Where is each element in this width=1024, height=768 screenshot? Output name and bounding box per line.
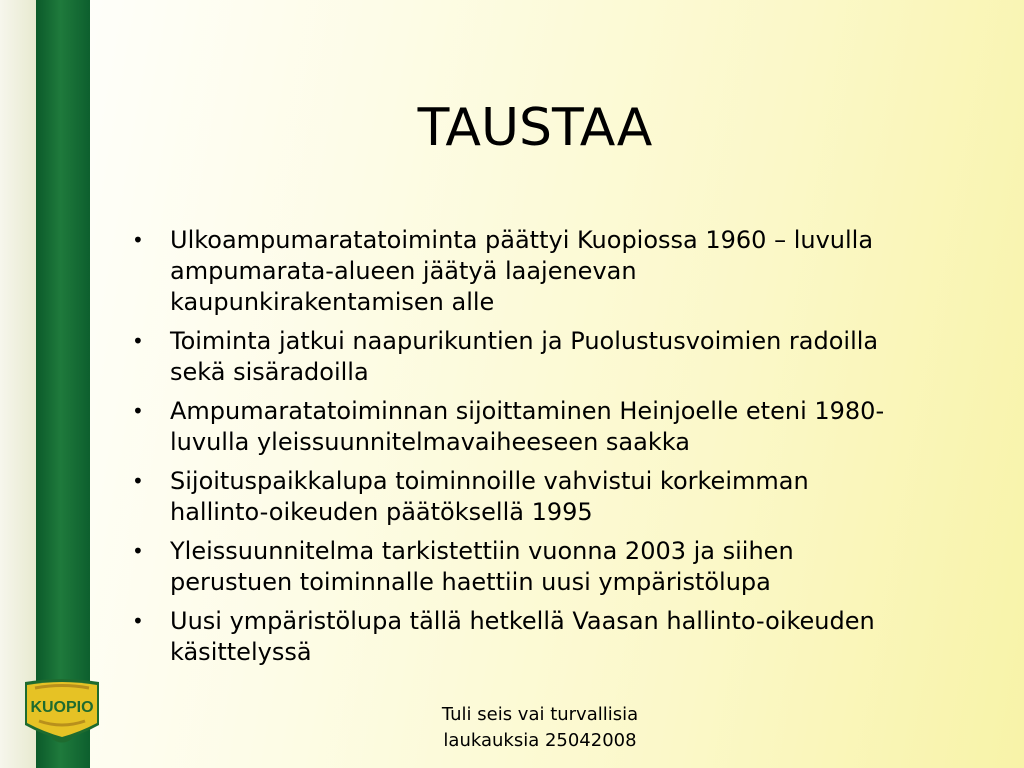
bullet-text: Ulkoampumaratatoiminta päättyi Kuopiossa 1960 – luvulla ampumarata-alueen jäätyä laajenevan kaupunkirakentamisen alle xyxy=(170,226,874,316)
bullet-item xyxy=(128,606,908,668)
bullet-icon: • xyxy=(132,539,144,563)
bullet-item xyxy=(128,396,908,458)
kuopio-logo-icon xyxy=(17,676,107,748)
bullet-icon: • xyxy=(132,228,144,252)
bullet-list xyxy=(128,225,908,676)
left-light-stripe xyxy=(0,0,36,768)
bullet-item xyxy=(128,466,908,528)
slide-title: TAUSTAA xyxy=(417,98,653,158)
footer xyxy=(380,702,700,754)
bullet-icon: • xyxy=(132,329,144,353)
logo-text: KUOPIO xyxy=(30,699,94,716)
footer-line-2: laukauksia 25042008 xyxy=(443,730,637,751)
bullet-text: Yleissuunnitelma tarkistettiin vuonna 2003 ja siihen perustuen toiminnalle haettiin uusi ympäristölupa xyxy=(170,537,794,596)
bullet-icon: • xyxy=(132,609,144,633)
bullet-item xyxy=(128,225,908,318)
bullet-text: Toiminta jatkui naapurikuntien ja Puolustusvoimien radoilla sekä sisäradoilla xyxy=(170,327,879,386)
bullet-text: Ampumaratatoiminnan sijoittaminen Heinjoelle eteni 1980- luvulla yleissuunnitelmavaiheeseen saakka xyxy=(170,397,885,456)
footer-line-1: Tuli seis vai turvallisia xyxy=(441,704,639,725)
bullet-icon: • xyxy=(132,469,144,493)
left-green-stripe xyxy=(36,0,90,768)
bullet-icon: • xyxy=(132,399,144,423)
bullet-text: Uusi ympäristölupa tällä hetkellä Vaasan hallinto-oikeuden käsittelyssä xyxy=(170,607,875,666)
bullet-item xyxy=(128,536,908,598)
bullet-item xyxy=(128,326,908,388)
bullet-text: Sijoituspaikkalupa toiminnoille vahvistui korkeimman hallinto-oikeuden päätöksellä 1995 xyxy=(170,467,809,526)
